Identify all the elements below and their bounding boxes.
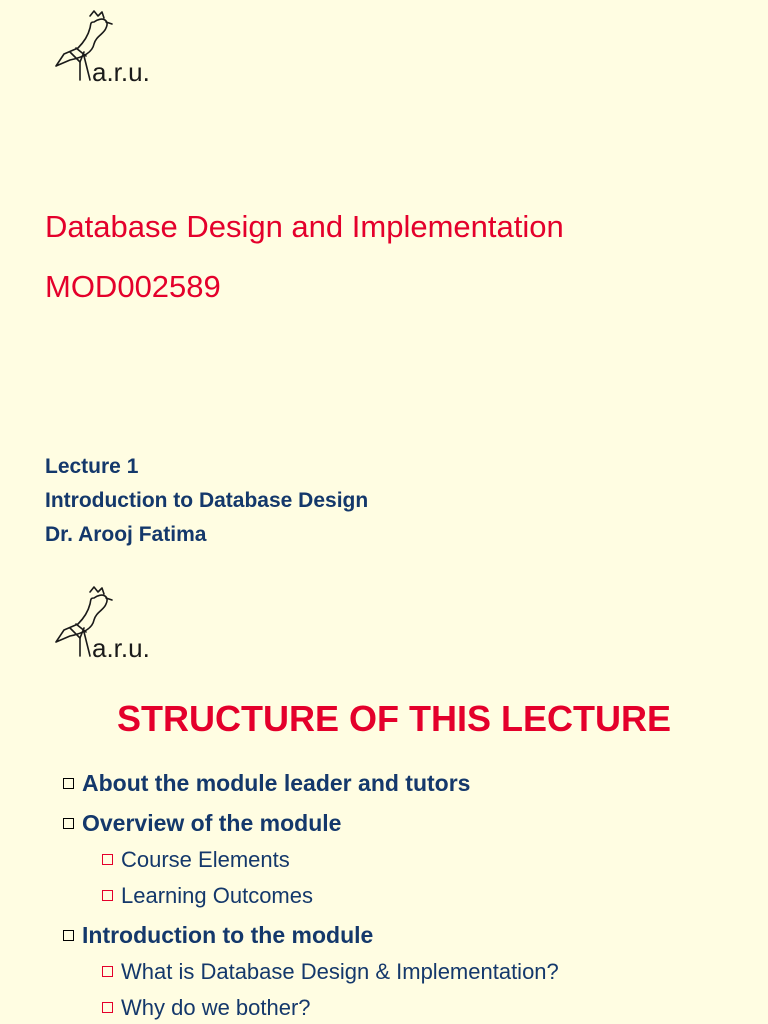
list-item-text: Learning Outcomes xyxy=(121,883,313,908)
checkbox-bullet-icon xyxy=(63,818,74,829)
lecture-number: Lecture 1 xyxy=(45,455,139,478)
list-item xyxy=(102,959,559,985)
checkbox-bullet-icon xyxy=(63,778,74,789)
module-code: MOD002589 xyxy=(45,269,221,304)
checkbox-bullet-icon xyxy=(102,854,113,865)
list-item xyxy=(63,810,341,837)
heron-logo-icon xyxy=(50,584,180,664)
list-item-text: About the module leader and tutors xyxy=(82,770,471,796)
list-item-text: Introduction to the module xyxy=(82,922,374,948)
list-item xyxy=(63,770,470,797)
aru-logo-2 xyxy=(50,584,180,664)
list-item-text: Course Elements xyxy=(121,847,290,872)
checkbox-bullet-icon xyxy=(63,930,74,941)
logo-text: a.r.u. xyxy=(92,633,150,663)
checkbox-bullet-icon xyxy=(102,890,113,901)
list-item-text: Overview of the module xyxy=(82,810,342,836)
list-item xyxy=(63,922,373,949)
lecturer-name: Dr. Arooj Fatima xyxy=(45,523,207,546)
list-item xyxy=(102,847,290,873)
list-item xyxy=(102,883,313,909)
list-item-text: Why do we bother? xyxy=(121,995,311,1020)
aru-logo xyxy=(50,8,180,88)
module-title: Database Design and Implementation xyxy=(45,209,564,244)
list-item xyxy=(102,995,311,1021)
checkbox-bullet-icon xyxy=(102,1002,113,1013)
list-item-text: What is Database Design & Implementation? xyxy=(121,959,559,984)
heron-logo-icon xyxy=(50,8,180,88)
lecture-subtitle: Introduction to Database Design xyxy=(45,489,369,512)
structure-heading: STRUCTURE OF THIS LECTURE xyxy=(117,698,671,739)
logo-text: a.r.u. xyxy=(92,57,150,87)
checkbox-bullet-icon xyxy=(102,966,113,977)
